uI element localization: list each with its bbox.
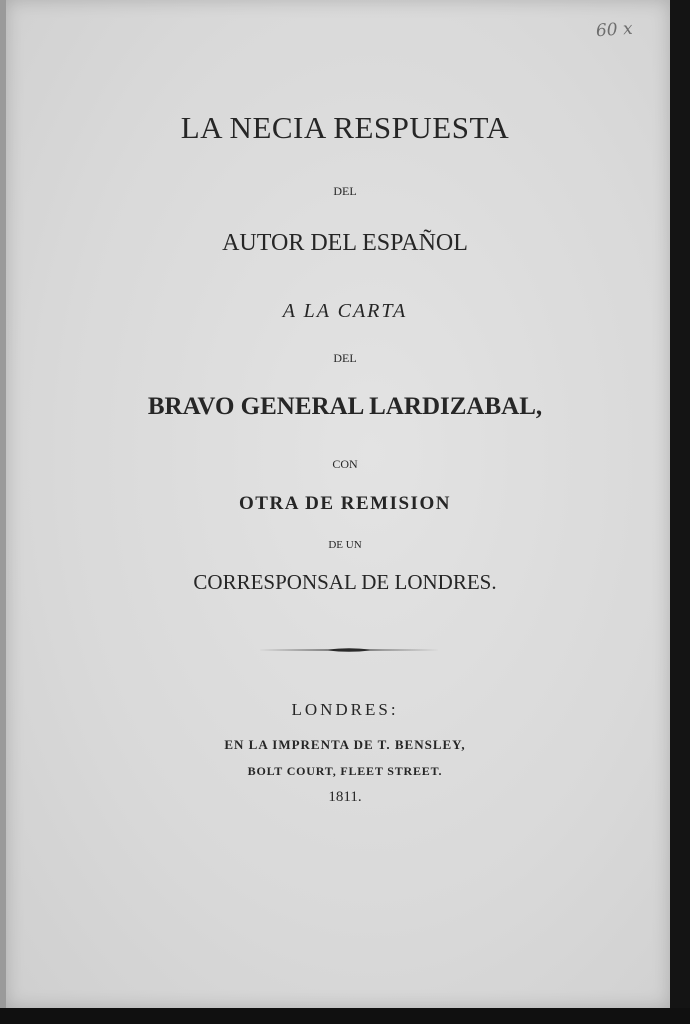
title-connector-del: DEL <box>333 184 357 198</box>
title-connector-de-un: DE UN <box>328 539 362 551</box>
handwritten-margin-note: 60 x <box>595 18 634 42</box>
title-connector-con: CON <box>332 457 358 471</box>
title-line-remision: OTRA DE REMISION <box>239 493 451 514</box>
title-line-author: AUTOR DEL ESPAÑOL <box>222 230 468 256</box>
imprint-city: LONDRES: <box>291 700 399 719</box>
title-line-general: BRAVO GENERAL LARDIZABAL, <box>147 393 543 420</box>
title-line-carta: A LA CARTA <box>282 300 408 322</box>
title-line-1: LA NECIA RESPUESTA <box>180 110 510 145</box>
title-line-corresponsal: CORRESPONSAL DE LONDRES. <box>193 570 497 594</box>
imprint-address: BOLT COURT, FLEET STREET. <box>247 764 443 778</box>
imprint-printer: EN LA IMPRENTA DE T. BENSLEY, <box>224 737 466 752</box>
scan-background-bottom <box>0 1008 690 1024</box>
ornamental-rule <box>258 647 440 653</box>
imprint-year: 1811. <box>328 789 362 805</box>
title-connector-del-2: DEL <box>333 351 357 365</box>
